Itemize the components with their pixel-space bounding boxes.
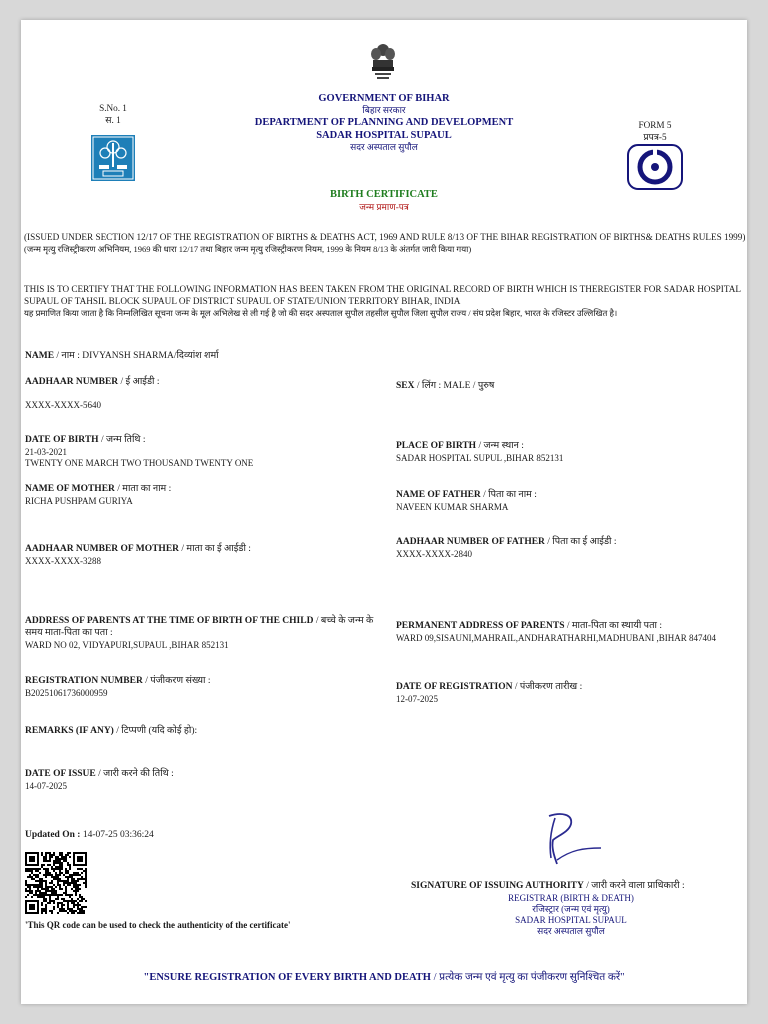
permanent-address-label-hindi: / माता-पिता का स्थायी पता : [564,621,662,631]
mother-aadhaar-label: AADHAAR NUMBER OF MOTHER [25,544,180,554]
footer-slogan [21,970,747,984]
remarks-label-hindi: / टिप्पणी (यदि कोई हो): [113,726,198,736]
father-field [396,489,736,501]
dob-field [25,434,365,446]
registrar-hospital: SADAR HOSPITAL SUPAUL [515,915,627,925]
signature-title [411,880,747,892]
mother-value: RICHA PUSHPAM GURIYA [25,496,133,506]
pob-field [396,440,736,452]
remarks-label: REMARKS (IF ANY) [25,726,114,736]
address-at-birth-field [25,615,387,639]
father-aadhaar-value: XXXX-XXXX-2840 [396,549,472,559]
name-field [25,350,725,362]
issued-under-text-hindi: (जन्म मृत्यु रजिस्ट्रीकरण अभिनियम, 1969 की धारा 12/17 तथा बिहार जन्म मृत्यु रजिस्ट्रीकरण नियम, 1999 के नियम 8/13 के अंतर्गत जारी किया गया) [24,244,472,254]
signature-title-hindi: / जारी करने वाला प्राधिकारी : [583,881,685,891]
mother-label: NAME OF MOTHER [25,484,115,494]
mother-aadhaar-value: XXXX-XXXX-3288 [25,556,101,566]
father-value: NAVEEN KUMAR SHARMA [396,502,509,512]
remarks-field [25,725,425,737]
address-at-birth-label: ADDRESS OF PARENTS AT THE TIME OF BIRTH OF THE CHILD [25,616,314,626]
permanent-address-value: WARD 09,SISAUNI,MAHRAIL,ANDHARATHARHI,MADHUBANI ,BIHAR 847404 [396,633,717,643]
father-aadhaar-label-hindi: / पिता का ई आईडी : [544,537,617,547]
name-label: NAME [25,351,55,361]
registration-number-label-hindi: / पंजीकरण संख्या : [142,676,211,686]
mother-label-hindi: / माता का नाम : [114,484,172,494]
permanent-address-field [396,620,746,632]
registration-date-value: 12-07-2025 [396,694,438,704]
registrar-hospital-hindi: सदर अस्पताल सुपौल [537,926,605,936]
dob-words: TWENTY ONE MARCH TWO THOUSAND TWENTY ONE [25,458,254,468]
permanent-address-label: PERMANENT ADDRESS OF PARENTS [396,621,565,631]
updated-on [25,830,325,841]
pob-label-hindi: / जन्म स्थान : [476,441,524,451]
name-value: DIVYANSH SHARMA/दिव्यांश शर्मा [82,351,219,361]
aadhaar-value: XXXX-XXXX-5640 [25,400,101,410]
mother-field [25,483,365,495]
issue-date-field [25,768,375,780]
dob-label: DATE OF BIRTH [25,435,99,445]
registration-date-label: DATE OF REGISTRATION [396,682,513,692]
government-title-hindi: बिहार सरकार [362,105,406,115]
dob-label-hindi: / जन्म तिथि : [98,435,146,445]
mother-aadhaar-field [25,543,375,555]
footer-slogan-en: "ENSURE REGISTRATION OF EVERY BIRTH AND DEATH [143,972,431,983]
department-title: DEPARTMENT OF PLANNING AND DEVELOPMENT [254,117,514,128]
sex-label: SEX [396,381,415,391]
aadhaar-field [25,376,365,388]
handwritten-signature [531,810,611,870]
registrar-line: REGISTRAR (BIRTH & DEATH) [508,893,634,903]
serial-number-hindi: स. 1 [105,115,121,125]
qr-note: 'This QR code can be used to check the authenticity of the certificate' [25,920,291,930]
registration-date-field [396,681,746,693]
father-aadhaar-field [396,536,746,548]
certify-text-hindi: यह प्रमाणित किया जाता है कि निम्नलिखित सूचना जन्म के मूल अभिलेख से ली गई है जो की सदर अस्पताल सुपौल तहसील सुपौल जिला सुपौल राज्य / संघ प्रदेश बिहार, भारत के रजिस्टर उल्लिखित है। [24,308,618,318]
mother-aadhaar-label-hindi: / माता का ई आईडी : [179,544,251,554]
aadhaar-label-hindi: / ई आईडी : [118,377,160,387]
hospital-title-hindi: सदर अस्पताल सुपौल [350,142,418,152]
registration-date-label-hindi: / पंजीकरण तारीख : [512,682,583,692]
government-title: GOVERNMENT OF BIHAR [318,93,450,104]
certificate-page [21,20,747,1004]
father-label-hindi: / पिता का नाम : [480,490,537,500]
serial-number: S.No. 1 [99,103,127,113]
bihar-govt-logo [91,135,135,181]
national-emblem [368,42,398,82]
qr-code [25,852,87,914]
footer-slogan-hi: / प्रत्येक जन्म एवं मृत्यु का पंजीकरण सुनिश्चित करें" [430,972,625,983]
certificate-title-hindi: जन्म प्रमाण-पत्र [359,202,409,212]
sex-value: MALE / पुरुष [443,381,495,391]
aadhaar-label: AADHAAR NUMBER [25,377,119,387]
father-label: NAME OF FATHER [396,490,481,500]
updated-on-label: Updated On : [25,830,81,840]
certify-text: THIS IS TO CERTIFY THAT THE FOLLOWING INFORMATION HAS BEEN TAKEN FROM THE ORIGINAL RECORD OF BIRTH WHICH IS THEREGISTER FOR SADAR HOSPITAL SUPAUL OF TAHSIL BLOCK SUPAUL OF DISTRICT SUPAUL OF STATE/UNION TERRITORY BIHAR, INDIA [24,284,741,306]
form-number: FORM 5 [638,120,672,130]
sex-label-hindi: / लिंग : [414,381,444,391]
registration-number-label: REGISTRATION NUMBER [25,676,143,686]
registration-number-field [25,675,375,687]
crs-logo [627,144,683,190]
issue-date-value: 14-07-2025 [25,781,67,791]
registration-number-value: B20251061736000959 [25,688,108,698]
sex-field [396,380,736,392]
pob-label: PLACE OF BIRTH [396,441,477,451]
registrar-line-hindi: रजिस्ट्रार (जन्म एवं मृत्यु) [532,904,610,914]
name-label-hindi: / नाम : [54,351,83,361]
certificate-title: BIRTH CERTIFICATE [330,189,438,200]
issued-under-text: (ISSUED UNDER SECTION 12/17 OF THE REGISTRATION OF BIRTHS & DEATHS ACT, 1969 AND RULE 8/13 OF THE BIHAR REGISTRATION OF BIRTHS& DEATHS RULES 1999) [24,232,746,242]
address-at-birth-label-hindi: / बच्चे के जन्म के समय माता-पिता का पता : [25,616,374,638]
address-at-birth-value: WARD NO 02, VIDYAPURI,SUPAUL ,BIHAR 852131 [25,640,229,650]
form-number-hindi: प्रपत्र-5 [643,132,667,142]
pob-value: SADAR HOSPITAL SUPUL ,BIHAR 852131 [396,453,564,463]
issue-date-label-hindi: / जारी करने की तिथि : [95,769,174,779]
father-aadhaar-label: AADHAAR NUMBER OF FATHER [396,537,545,547]
issue-date-label: DATE OF ISSUE [25,769,96,779]
signature-title-label: SIGNATURE OF ISSUING AUTHORITY [411,881,584,891]
dob-value: 21-03-2021 [25,447,67,457]
hospital-title: SADAR HOSPITAL SUPAUL [316,130,452,141]
updated-on-value: 14-07-25 03:36:24 [80,830,154,840]
